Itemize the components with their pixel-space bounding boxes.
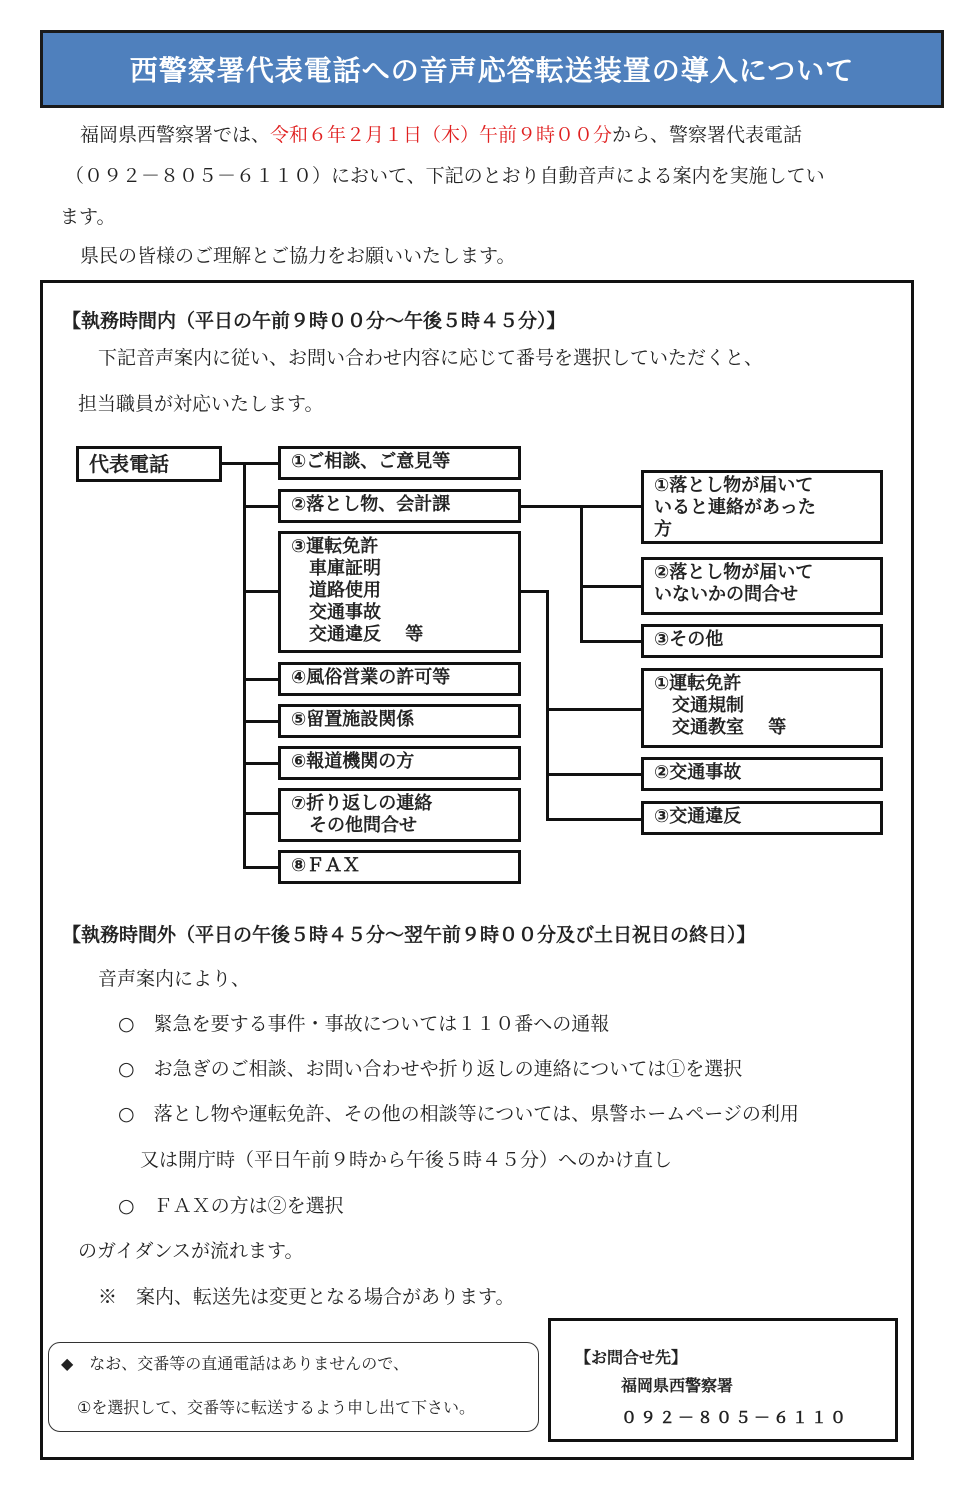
connector-line: [580, 585, 642, 588]
koban-notice-line-1: ◆ なお、交番等の直通電話はありませんので、: [61, 1354, 409, 1373]
intro-line-3: ます。: [60, 206, 116, 228]
contact-name: 福岡県西警察署: [621, 1376, 734, 1395]
contact-box: [548, 1318, 898, 1442]
connector-line: [243, 866, 279, 869]
connector-line: [243, 505, 279, 508]
connector-line: [546, 708, 642, 711]
license-option-2: ②交通事故: [641, 757, 883, 791]
connector-line: [580, 505, 583, 642]
after-hours-item: ○ 緊急を要する事件・事故については１１０番への通報: [118, 1013, 610, 1035]
menu-option-8: ⑧ＦＡＸ: [278, 850, 521, 884]
menu-option-2: ②落とし物、会計課: [278, 489, 521, 523]
intro-line-2: （０９２－８０５－６１１０）において、下記のとおり自動音声による案内を実施してい: [65, 165, 825, 187]
after-hours-heading: 【執務時間外（平日の午後５時４５分～翌午前９時００分及び土日祝日の終日）】: [62, 924, 756, 946]
business-hours-desc-1: 下記音声案内に従い、お問い合わせ内容に応じて番号を選択していただくと、: [98, 347, 764, 369]
main-phone-box: 代表電話: [76, 446, 222, 482]
license-option-3: ③交通違反: [641, 801, 883, 835]
intro-prefix: 福岡県西警察署では、: [80, 124, 271, 146]
after-hours-item: ○ ＦＡＸの方は②を選択: [118, 1195, 344, 1217]
after-hours-lead: 音声案内により、: [98, 968, 251, 990]
connector-line: [243, 720, 279, 723]
after-hours-closing: のガイダンスが流れます。: [78, 1240, 304, 1262]
connector-line: [243, 762, 279, 765]
license-option-1: ①運転免許 交通規制 交通教室 等: [641, 668, 883, 748]
connector-line: [222, 462, 244, 465]
menu-option-7: ⑦折り返しの連絡 その他問合せ: [278, 788, 521, 842]
after-hours-item-continued: 又は開庁時（平日午前９時から午後５時４５分）へのかけ直し: [140, 1149, 673, 1171]
connector-line: [520, 505, 582, 508]
connector-line: [243, 590, 279, 593]
after-hours-item: ○ 落とし物や運転免許、その他の相談等については、県警ホームページの利用: [118, 1103, 799, 1125]
koban-notice-box: [48, 1342, 539, 1432]
connector-line: [546, 773, 642, 776]
connector-line: [243, 462, 246, 868]
lost-item-option-1: ①落とし物が届いて いると連絡があった 方: [641, 470, 883, 544]
lost-item-option-2: ②落とし物が届いて いないかの問合せ: [641, 557, 883, 615]
menu-option-1: ①ご相談、ご意見等: [278, 446, 521, 480]
connector-line: [580, 640, 642, 643]
menu-option-4: ④風俗営業の許可等: [278, 662, 521, 696]
menu-option-3: ③運転免許 車庫証明 道路使用 交通事故 交通違反 等: [278, 531, 521, 653]
connector-line: [520, 590, 548, 593]
menu-option-5: ⑤留置施設関係: [278, 704, 521, 738]
page-title: 西警察署代表電話への音声応答転送装置の導入について: [129, 54, 855, 87]
koban-notice-line-2: ①を選択して、交番等に転送するよう申し出て下さい。: [77, 1398, 476, 1417]
connector-line: [243, 678, 279, 681]
intro-suffix: から、警察署代表電話: [612, 124, 803, 146]
connector-line: [546, 818, 642, 821]
start-date: 令和６年２月１日（木）午前９時００分: [270, 124, 613, 146]
intro-line-4: 県民の皆様のご理解とご協力をお願いいたします。: [80, 245, 516, 267]
contact-heading: 【お問合せ先】: [575, 1348, 688, 1367]
connector-line: [243, 462, 279, 465]
connector-line: [546, 590, 549, 820]
menu-option-6: ⑥報道機関の方: [278, 746, 521, 780]
lost-item-option-3: ③その他: [641, 624, 883, 658]
business-hours-heading: 【執務時間内（平日の午前９時００分～午後５時４５分）】: [62, 310, 566, 332]
contact-phone: ０９２－８０５－６１１０: [621, 1408, 850, 1427]
intro-line-1: [80, 123, 802, 147]
change-notice: ※ 案内、転送先は変更となる場合があります。: [98, 1286, 515, 1308]
connector-line: [243, 812, 279, 815]
connector-line: [580, 505, 642, 508]
after-hours-item: ○ お急ぎのご相談、お問い合わせや折り返しの連絡については①を選択: [118, 1058, 743, 1080]
page-title-banner: [40, 30, 944, 108]
business-hours-desc-2: 担当職員が対応いたします。: [78, 393, 324, 415]
